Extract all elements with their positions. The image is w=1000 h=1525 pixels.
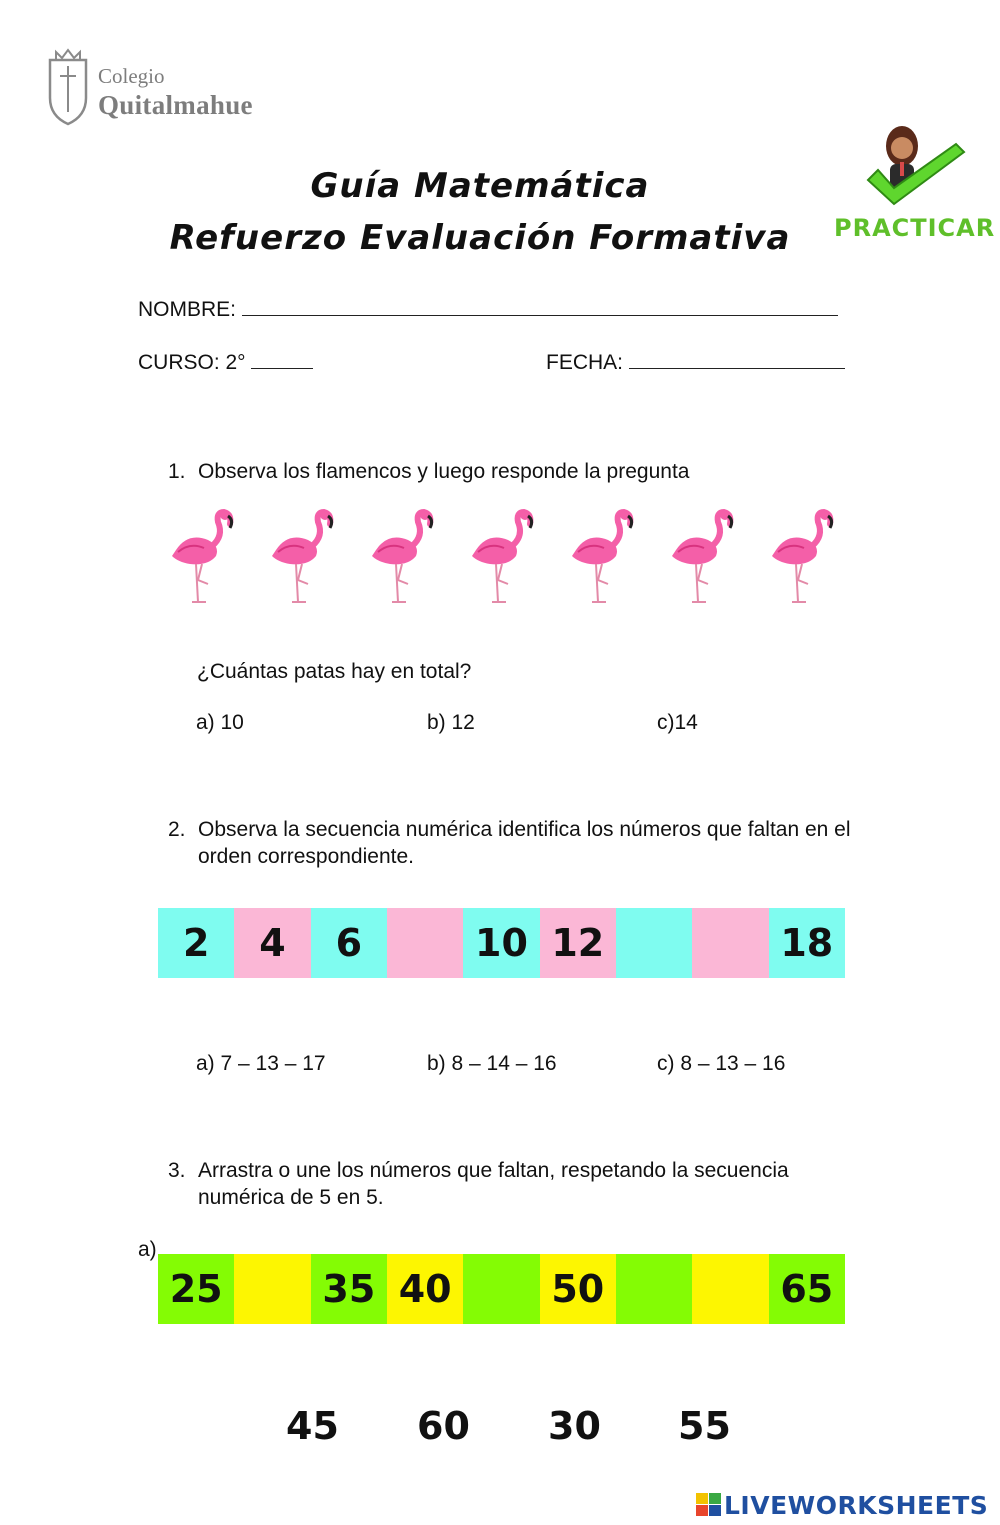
- flamingo-icon: [168, 506, 238, 606]
- date-label: FECHA:: [546, 351, 624, 374]
- seq1-blank-cell[interactable]: [387, 908, 463, 978]
- q2-option-b[interactable]: b) 8 – 14 – 16: [427, 1052, 557, 1075]
- question-2-text: Observa la secuencia numérica identifica los números que faltan en el orden correspondiente.: [198, 818, 851, 868]
- avatar-checkmark-icon: [860, 122, 970, 214]
- q2-option-c[interactable]: c) 8 – 13 – 16: [657, 1052, 786, 1075]
- school-name-line2: Quitalmahue: [98, 90, 253, 120]
- name-label: NOMBRE:: [138, 298, 237, 321]
- sequence-row-1: [158, 908, 845, 978]
- seq1-cell: 4: [234, 908, 310, 978]
- date-field: [546, 350, 845, 375]
- question-2-number: 2.: [168, 818, 186, 841]
- seq1-blank-cell[interactable]: [616, 908, 692, 978]
- course-field: [138, 350, 313, 375]
- question-3: [168, 1157, 868, 1211]
- seq2-cell: 25: [158, 1254, 234, 1324]
- liveworksheets-brand: [696, 1490, 988, 1520]
- flamingo-icon: [268, 506, 338, 606]
- question-1: [168, 458, 868, 485]
- seq1-cell: 6: [311, 908, 387, 978]
- question-3-text: Arrastra o une los números que faltan, respetando la secuencia numérica de 5 en 5.: [198, 1159, 789, 1209]
- seq2-drop-cell[interactable]: [463, 1254, 539, 1324]
- question-1-prompt: ¿Cuántas patas hay en total?: [197, 660, 472, 683]
- question-1-text: Observa los flamencos y luego responde la pregunta: [198, 460, 690, 483]
- seq1-cell: 10: [463, 908, 539, 978]
- draggable-number[interactable]: 30: [548, 1404, 601, 1448]
- draggable-number[interactable]: 55: [678, 1404, 731, 1448]
- q1-option-c[interactable]: c)14: [657, 711, 698, 734]
- flamingo-icon: [568, 506, 638, 606]
- question-3-number: 3.: [168, 1159, 186, 1182]
- flamingo-icon: [768, 506, 838, 606]
- seq2-drop-cell[interactable]: [234, 1254, 310, 1324]
- question-1-number: 1.: [168, 460, 186, 483]
- flamingo-icon: [668, 506, 738, 606]
- sequence-row-2: [158, 1254, 845, 1324]
- course-answer-line[interactable]: [251, 350, 313, 369]
- seq2-cell: 65: [769, 1254, 845, 1324]
- seq2-cell: 50: [540, 1254, 616, 1324]
- seq2-drop-cell[interactable]: [692, 1254, 768, 1324]
- name-field: [138, 297, 838, 322]
- seq2-cell: 35: [311, 1254, 387, 1324]
- practice-label: PRACTICAR: [834, 214, 996, 242]
- seq2-cell: 40: [387, 1254, 463, 1324]
- question-3-part-label: a): [138, 1238, 157, 1261]
- q2-option-a[interactable]: a) 7 – 13 – 17: [196, 1052, 326, 1075]
- draggable-number[interactable]: 45: [286, 1404, 339, 1448]
- flamingo-icon: [468, 506, 538, 606]
- question-2: [168, 816, 868, 870]
- liveworksheets-wordmark: LIVEWORKSHEETS: [724, 1490, 989, 1520]
- draggable-number[interactable]: 60: [417, 1404, 470, 1448]
- flamingo-icon: [368, 506, 438, 606]
- seq1-blank-cell[interactable]: [692, 908, 768, 978]
- seq1-cell: 12: [540, 908, 616, 978]
- liveworksheets-logo-icon: [696, 1493, 722, 1517]
- school-name-line1: Colegio: [98, 64, 165, 88]
- school-logo: [44, 46, 264, 128]
- name-answer-line[interactable]: [242, 297, 838, 316]
- practice-badge: [830, 122, 996, 252]
- q1-option-a[interactable]: a) 10: [196, 711, 244, 734]
- school-crest-icon: [44, 46, 92, 126]
- page-title: Guía Matemática: [310, 166, 650, 206]
- q1-option-b[interactable]: b) 12: [427, 711, 475, 734]
- seq1-cell: 18: [769, 908, 845, 978]
- seq1-cell: 2: [158, 908, 234, 978]
- course-label: CURSO: 2°: [138, 351, 246, 374]
- flamingo-row: [168, 506, 838, 606]
- date-answer-line[interactable]: [629, 350, 845, 369]
- page-subtitle: Refuerzo Evaluación Formativa: [169, 218, 791, 258]
- seq2-drop-cell[interactable]: [616, 1254, 692, 1324]
